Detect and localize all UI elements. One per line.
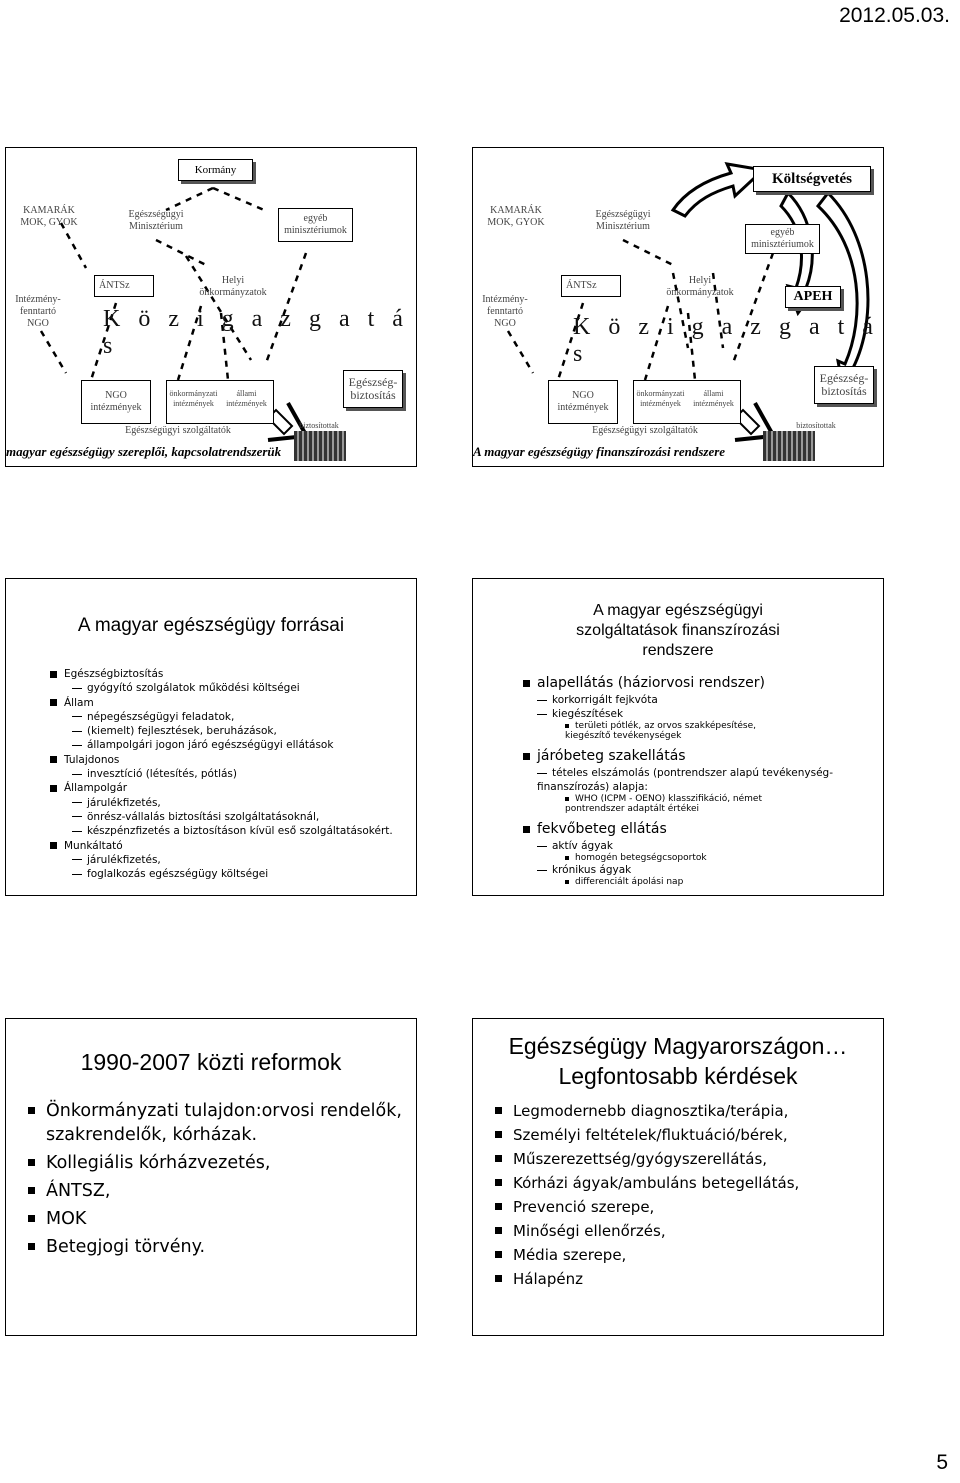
label-biztositottak: biztosítottak xyxy=(796,421,836,430)
slide-sources xyxy=(5,578,417,896)
list-item: Állampolgár xyxy=(50,781,393,795)
bullet-icon xyxy=(50,842,57,849)
bullet-icon xyxy=(50,785,57,792)
list-item: önrész-vállalás biztosítási szolgáltatásoknál, xyxy=(72,810,393,824)
list-item: differenciált ápolási nap xyxy=(565,877,795,887)
small-bullet-icon xyxy=(565,856,569,860)
slide4-title: A magyar egészségügyi szolgáltatások finanszírozási rendszere xyxy=(576,602,780,659)
box-antsz: ÁNTSz xyxy=(94,275,154,297)
slide-reforms xyxy=(5,1018,417,1336)
list-item: kiegészítések xyxy=(537,707,837,721)
people-icon xyxy=(294,431,346,461)
dash-icon xyxy=(537,714,547,715)
list-item: Állam xyxy=(50,696,393,710)
slide-stakeholders-diagram xyxy=(5,147,417,467)
list-item: foglalkozás egészségügy költségei xyxy=(72,867,393,881)
list-item: Személyi feltételek/fluktuáció/bérek, xyxy=(495,1123,875,1147)
slide-key-questions xyxy=(472,1018,884,1336)
box-egyeb-min: egyéb minisztériumok xyxy=(745,224,820,254)
list-item: Betegjogi törvény. xyxy=(28,1235,403,1259)
dash-icon xyxy=(537,846,547,847)
bullet-icon xyxy=(50,756,57,763)
bullet-icon xyxy=(495,1107,502,1114)
dash-icon xyxy=(72,802,82,803)
dash-icon xyxy=(72,688,82,689)
list-item: korkorrigált fejkvóta xyxy=(537,693,837,707)
dash-icon xyxy=(72,774,82,775)
page-date: 2012.05.03. xyxy=(839,4,950,27)
label-kamarak: KAMARÁK MOK, GYOK xyxy=(20,205,78,228)
box-egeszsegbiztositas: Egészség- biztosítás xyxy=(343,370,403,408)
list-item: készpénzfizetés a biztosításon kívül eső szolgáltatásokért. xyxy=(72,824,393,838)
bullet-icon xyxy=(28,1187,35,1194)
list-item: Kórházi ágyak/ambuláns betegellátás, xyxy=(495,1171,875,1195)
slide6-bullet-list xyxy=(495,1099,875,1291)
label-helyi: Helyi önkormányzatok xyxy=(666,275,734,298)
list-item: területi pótlék, az orvos szakképesítése, kiegészítő tevékenységek xyxy=(565,721,756,741)
bullet-icon xyxy=(495,1131,502,1138)
kozigazgatas-label: K ö z i g a z g a t á s xyxy=(573,314,879,367)
slide3-bullet-list xyxy=(50,667,393,881)
list-item: WHO (ICPM - OENO) klasszifikáció, német pontrendszer adaptált értékei xyxy=(565,794,763,814)
box-egyeb-min: egyéb minisztériumok xyxy=(278,208,353,242)
bullet-icon xyxy=(523,826,530,833)
list-item: járóbeteg szakellátás xyxy=(523,747,873,766)
bullet-icon xyxy=(28,1107,35,1114)
box-egeszsegbiztositas: Egészség- biztosítás xyxy=(814,366,874,404)
label-fenntarto: Intézmény- fenntartó NGO xyxy=(15,294,61,329)
bullet-icon xyxy=(523,680,530,687)
bullet-icon xyxy=(50,699,57,706)
list-item: Hálapénz xyxy=(495,1267,875,1291)
list-item: MOK xyxy=(28,1207,403,1231)
bullet-icon xyxy=(495,1203,502,1210)
label-biztositottak: biztosítottak xyxy=(299,421,339,430)
bullet-icon xyxy=(28,1159,35,1166)
bullet-icon xyxy=(495,1227,502,1234)
box-antsz: ÁNTSz xyxy=(561,275,621,297)
people-icon xyxy=(763,431,815,461)
dash-icon xyxy=(537,700,547,701)
label-szolgaltatok: Egészségügyi szolgáltatók xyxy=(592,425,698,436)
bullet-icon xyxy=(495,1155,502,1162)
small-bullet-icon xyxy=(565,797,569,801)
bullet-icon xyxy=(28,1243,35,1250)
label-eum: Egészségügyi Minisztérium xyxy=(128,209,184,232)
list-item: Műszerezettség/gyógyszerellátás, xyxy=(495,1147,875,1171)
list-item: Tulajdonos xyxy=(50,753,393,767)
slide5-bullet-list xyxy=(28,1099,403,1263)
box-ngo: NGO intézmények xyxy=(548,380,618,424)
label-fenntarto: Intézmény- fenntartó NGO xyxy=(482,294,528,329)
bullet-icon xyxy=(495,1275,502,1282)
box-koltsegvetes: Költségvetés xyxy=(753,166,871,192)
list-item: Prevenció szerepe, xyxy=(495,1195,875,1219)
dash-icon xyxy=(537,870,547,871)
box-ngo: NGO intézmények xyxy=(81,380,151,424)
small-bullet-icon xyxy=(565,724,569,728)
kormany-label: Kormány xyxy=(194,164,237,176)
dash-icon xyxy=(72,859,82,860)
slide4-bullet-list xyxy=(523,674,873,887)
slide1-caption: magyar egészségügy szereplői, kapcsolatrendszerük xyxy=(6,444,282,459)
slide-financing-system xyxy=(472,578,884,896)
slide6-title: Egészségügy Magyarországon… Legfontosabb kérdések xyxy=(508,1033,848,1089)
box-apeh: APEH xyxy=(785,286,841,308)
list-item: népegészségügyi feladatok, xyxy=(72,710,393,724)
list-item: invesztíció (létesítés, pótlás) xyxy=(72,767,393,781)
label-eum: Egészségügyi Minisztérium xyxy=(595,209,651,232)
label-helyi: Helyi önkormányzatok xyxy=(199,275,267,298)
dash-icon xyxy=(72,716,82,717)
list-item: fekvőbeteg ellátás xyxy=(523,820,873,839)
list-item: Legmodernebb diagnosztika/terápia, xyxy=(495,1099,875,1123)
list-item: homogén betegségcsoportok xyxy=(565,853,795,863)
list-item: Minőségi ellenőrzés, xyxy=(495,1219,875,1243)
bullet-icon xyxy=(495,1179,502,1186)
box-kormany xyxy=(178,159,253,181)
list-item: Kollegiális kórházvezetés, xyxy=(28,1151,403,1175)
list-item: aktív ágyak xyxy=(537,839,837,853)
small-bullet-icon xyxy=(565,880,569,884)
kozigazgatas-label: K ö z i g a z g a t á s xyxy=(103,306,409,359)
list-item: gyógyító szolgálatok működési költségei xyxy=(72,681,393,695)
slide5-title: 1990-2007 közti reformok xyxy=(80,1049,342,1075)
list-item: krónikus ágyak xyxy=(537,863,837,877)
dash-icon xyxy=(72,745,82,746)
list-item: járulékfizetés, xyxy=(72,796,393,810)
label-szolgaltatok: Egészségügyi szolgáltatók xyxy=(125,425,231,436)
bullet-icon xyxy=(495,1251,502,1258)
list-item: tételes elszámolás (pontrendszer alapú tevékenység-finanszírozás) alapja: xyxy=(537,767,833,793)
dash-icon xyxy=(72,874,82,875)
dash-icon xyxy=(537,773,547,774)
list-item: Munkáltató xyxy=(50,839,393,853)
list-item: Egészségbiztosítás xyxy=(50,667,393,681)
list-item: járulékfizetés, xyxy=(72,853,393,867)
label-kamarak: KAMARÁK MOK, GYOK xyxy=(487,205,545,228)
slide3-title: A magyar egészségügy forrásai xyxy=(77,615,345,636)
bullet-icon xyxy=(523,753,530,760)
dash-icon xyxy=(72,831,82,832)
list-item: (kiemelt) fejlesztések, beruházások, xyxy=(72,724,393,738)
list-item: Média szerepe, xyxy=(495,1243,875,1267)
dash-icon xyxy=(72,816,82,817)
list-item: ÁNTSZ, xyxy=(28,1179,403,1203)
list-item: alapellátás (háziorvosi rendszer) xyxy=(523,674,873,693)
page-number: 5 xyxy=(936,1451,948,1474)
list-item: állampolgári jogon járó egészségügyi ellátások xyxy=(72,738,393,752)
dash-icon xyxy=(72,731,82,732)
bullet-icon xyxy=(28,1215,35,1222)
slide2-caption: A magyar egészségügy finanszírozási rendszere xyxy=(473,444,726,459)
list-item: Önkormányzati tulajdon:orvosi rendelők, szakrendelők, kórházak. xyxy=(28,1099,403,1147)
bullet-icon xyxy=(50,671,57,678)
box-intezmenyek: önkormányzati intézmények állami intézmények xyxy=(166,380,274,424)
box-intezmenyek: önkormányzati intézmények állami intézmények xyxy=(633,380,741,424)
slide-financing-diagram xyxy=(472,147,884,467)
